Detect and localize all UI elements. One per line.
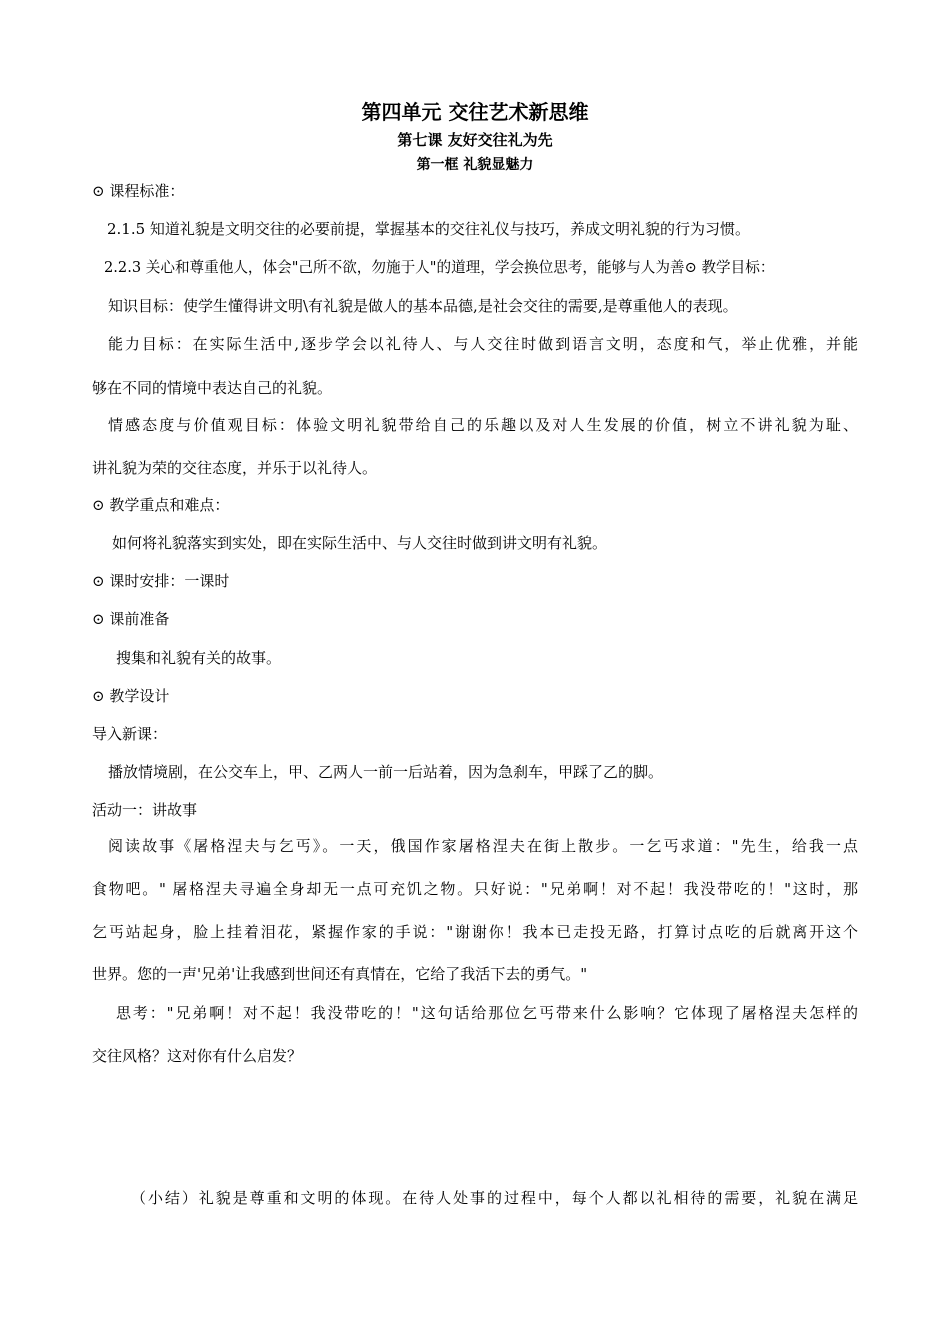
heading-key-points: ⊙ 教学重点和难点：	[92, 496, 230, 514]
paragraph-emotion-goal-line1: 情感态度与价值观目标：体验文明礼貌带给自己的乐趣以及对人生发展的价值，树立不讲礼貌为耻、	[108, 416, 858, 434]
heading-preparation: ⊙ 课前准备	[92, 610, 170, 628]
paragraph-story-line4: 世界。您的一声'兄弟'让我感到世间还有真情在，它给了我活下去的勇气。"	[92, 965, 588, 983]
paragraph-story-line1: 阅读故事《屠格涅夫与乞丐》。一天，俄国作家屠格涅夫在街上散步。一乞丐求道："先生，给我一点	[108, 837, 858, 855]
paragraph-think-line2: 交往风格？这对你有什么启发？	[92, 1047, 303, 1065]
section-title: 第一框 礼貌显魅力	[416, 157, 534, 173]
heading-course-standard: ⊙ 课程标准：	[92, 182, 185, 200]
paragraph-ability-goal-line2: 够在不同的情境中表达自己的礼貌。	[92, 379, 333, 397]
paragraph-summary: （小结）礼貌是尊重和文明的体现。在待人处事的过程中，每个人都以礼相待的需要，礼貌在满足	[131, 1189, 858, 1207]
paragraph-emotion-goal-line2: 讲礼貌为荣的交往态度，并乐于以礼待人。	[92, 459, 378, 477]
heading-activity-one: 活动一：讲故事	[92, 801, 198, 819]
paragraph-story-line3: 乞丐站起身，脸上挂着泪花，紧握作家的手说："谢谢你！我本已走投无路，打算讨点吃的后就离开这个	[92, 923, 858, 941]
paragraph-standard-2-2-3: 2.2.3 关心和尊重他人，体会"己所不欲，勿施于人"的道理，学会换位思考，能够与人为善⊙ 教学目标：	[104, 259, 775, 276]
paragraph-ability-goal-line1: 能力目标：在实际生活中,逐步学会以礼待人、与人交往时做到语言文明，态度和气，举止优雅，并能	[108, 335, 858, 353]
paragraph-key-points: 如何将礼貌落实到实处，即在实际生活中、与人交往时做到讲文明有礼貌。	[112, 534, 608, 552]
paragraph-standard-2-1-5: 2.1.5 知道礼貌是文明交往的必要前提，掌握基本的交往礼仪与技巧，养成文明礼貌的行为习惯。	[107, 220, 750, 238]
unit-title: 第四单元 交往艺术新思维	[361, 100, 589, 124]
heading-teaching-design: ⊙ 教学设计	[92, 687, 170, 705]
paragraph-knowledge-goal: 知识目标：使学生懂得讲文明\有礼貌是做人的基本品德,是社会交往的需要,是尊重他人的表现。	[108, 297, 738, 315]
paragraph-introduction: 播放情境剧，在公交车上，甲、乙两人一前一后站着，因为急刹车，甲踩了乙的脚。	[108, 763, 664, 781]
lesson-title: 第七课 友好交往礼为先	[397, 131, 553, 149]
heading-schedule: ⊙ 课时安排：一课时	[92, 572, 230, 590]
heading-introduction: 导入新课：	[92, 725, 168, 743]
paragraph-preparation: 搜集和礼貌有关的故事。	[116, 649, 282, 667]
paragraph-think-line1: 思考："兄弟啊！对不起！我没带吃的！"这句话给那位乞丐带来什么影响？它体现了屠格涅夫怎样的	[116, 1004, 858, 1022]
paragraph-story-line2: 食物吧。" 屠格涅夫寻遍全身却无一点可充饥之物。只好说："兄弟啊！对不起！我没带吃的！"这时，那	[92, 880, 858, 898]
